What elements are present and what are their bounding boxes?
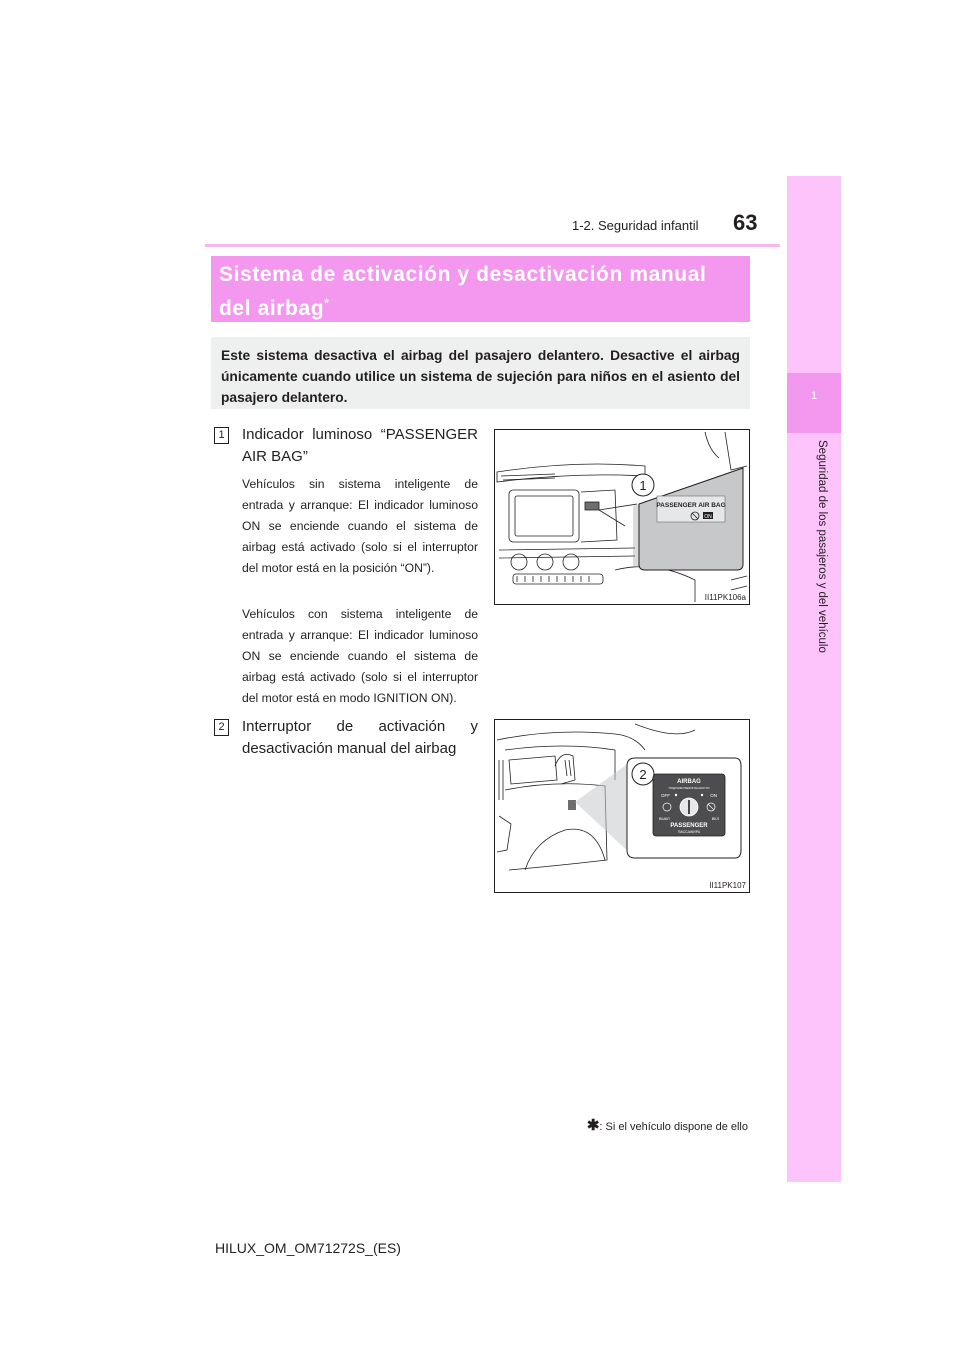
figure1-panel-label: PASSENGER AIR BAG <box>656 502 726 509</box>
figure2-callout: 2 <box>639 767 647 782</box>
document-id: HILUX_OM_OM71272S_(ES) <box>215 1240 401 1256</box>
item-2-badge: 2 <box>214 719 229 736</box>
footnote <box>587 1116 748 1134</box>
figure-airbag-switch <box>494 719 750 893</box>
item-1-badge: 1 <box>214 427 229 444</box>
item-1-paragraph-1: Vehículos sin sistema inteligente de entrada y arranque: El indicador luminoso ON se enciende cuando el sistema de airbag está activado (solo si el interruptor del motor está en la posición “ON”). <box>242 477 478 575</box>
chapter-number: 1 <box>810 390 818 402</box>
section-header: 1-2. Seguridad infantil <box>572 218 699 233</box>
header-rule <box>205 244 780 247</box>
figure2-passenger-label: PASSENGER <box>670 823 708 829</box>
optional-marker: * <box>324 296 330 310</box>
section-title-text: Sistema de activación y desactivación manual del airbag <box>219 263 707 320</box>
chapter-label: Seguridad de los pasajeros y del vehículo <box>816 440 828 653</box>
figure2-code: II11PK107 <box>709 881 746 890</box>
figure2-passenger-cyrillic: ПАССАЖИРА <box>677 830 701 834</box>
glovebox-illustration <box>495 720 749 892</box>
figure2-on-cyrillic: ВКЛ <box>711 817 719 821</box>
item-1-paragraph-2: Vehículos con sistema inteligente de entrada y arranque: El indicador luminoso ON se enciende cuando el sistema de airbag está activado (solo si el interruptor del motor está en modo IGNITION ON). <box>242 607 478 705</box>
figure2-off-cyrillic: ВЫКЛ <box>659 817 670 821</box>
item-1-heading: Indicador luminoso “PASSENGER AIR BAG” <box>242 426 478 465</box>
asterisk-icon: ✱ <box>586 1117 600 1134</box>
figure1-on-label: ON <box>704 514 712 520</box>
chapter-tab <box>787 373 841 433</box>
intro-box: Este sistema desactiva el airbag del pasajero delantero. Desactive el airbag únicamente cuando utilice un sistema de sujeción para niños en el asiento del pasajero delantero. <box>211 337 750 409</box>
footnote-text: : Si el vehículo dispone de ello <box>599 1121 748 1133</box>
figure1-callout: 1 <box>639 478 647 493</box>
figure-dashboard-indicator <box>494 429 750 605</box>
figure2-on-label: ON <box>710 793 717 798</box>
figure2-cyrillic-top: ПОДУШКИ БЕЗОПАСНОСТИ <box>668 786 710 790</box>
dashboard-illustration <box>495 430 749 604</box>
figure2-airbag-label: AIRBAG <box>677 779 701 785</box>
section-title <box>211 256 750 322</box>
figure1-code: II11PK106a <box>704 593 746 602</box>
figure2-off-label: OFF <box>661 793 670 798</box>
page-number: 63 <box>733 210 758 235</box>
item-2-heading: Interruptor de activación y desactivación manual del airbag <box>242 718 478 757</box>
